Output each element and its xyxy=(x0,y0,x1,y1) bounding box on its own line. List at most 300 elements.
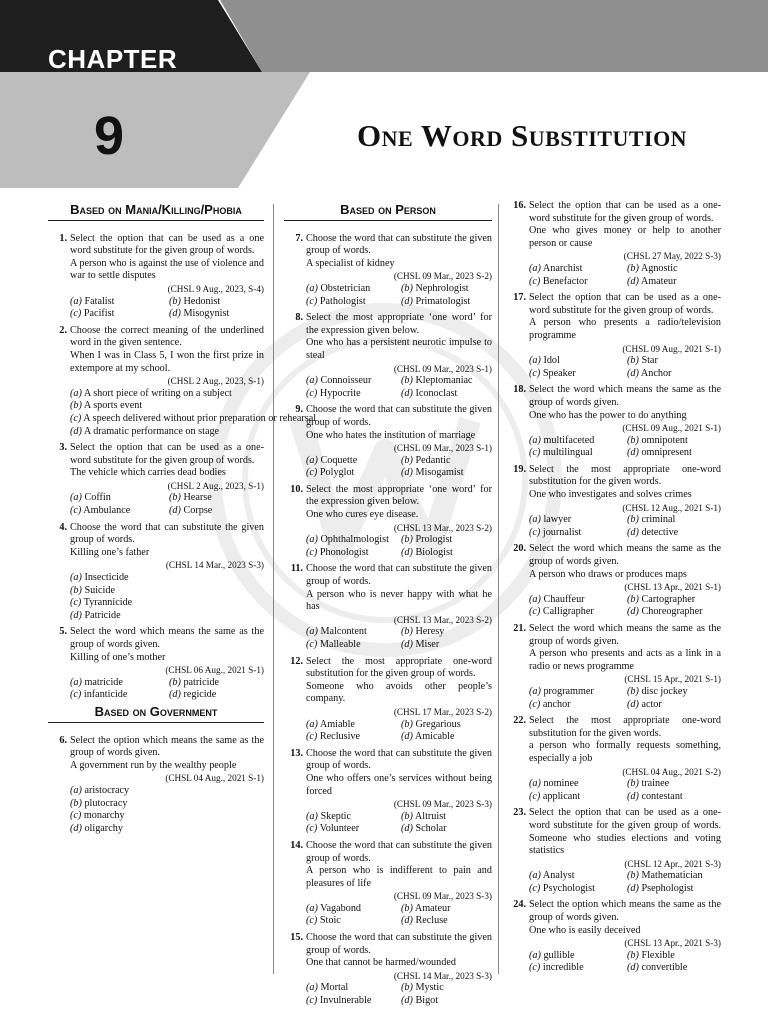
option-list xyxy=(306,982,492,1007)
question-number: 15. xyxy=(290,932,303,944)
answer-option xyxy=(627,263,721,276)
option-letter: (c) xyxy=(306,467,318,479)
option-text: Recluse xyxy=(415,915,448,927)
option-list xyxy=(306,534,492,559)
option-letter: (a) xyxy=(70,492,82,504)
answer-option xyxy=(306,903,397,916)
answer-option xyxy=(627,355,721,368)
option-text: Mathematician xyxy=(641,870,703,882)
column-middle xyxy=(284,200,492,1012)
option-letter: (a) xyxy=(306,282,318,294)
answer-option xyxy=(401,296,492,309)
option-letter: (d) xyxy=(401,915,413,927)
question-text: A person who draws or produces maps xyxy=(529,568,687,580)
option-letter: (a) xyxy=(70,572,82,584)
option-text: Skeptic xyxy=(320,810,351,822)
answer-option xyxy=(529,686,623,699)
answer-option xyxy=(70,505,165,518)
question-number: 10. xyxy=(290,483,303,495)
option-letter: (c) xyxy=(70,505,82,517)
answer-option xyxy=(529,699,623,712)
answer-option xyxy=(306,982,397,995)
answer-option xyxy=(529,355,623,368)
question-text: One that cannot be harmed/wounded xyxy=(306,957,456,969)
option-list xyxy=(70,387,317,438)
answer-option xyxy=(169,689,264,702)
option-text: Vagabond xyxy=(320,902,362,914)
option-text: Altruist xyxy=(414,810,447,822)
question-item xyxy=(507,807,721,895)
question-text: Select the word which means the same as the group of words given. xyxy=(529,623,721,647)
option-text: Volunteer xyxy=(319,823,360,835)
option-letter: (c) xyxy=(306,295,318,307)
option-letter: (a) xyxy=(70,387,82,399)
option-text: Hearse xyxy=(183,492,212,504)
option-text: Bigot xyxy=(415,995,439,1007)
answer-option xyxy=(529,447,623,460)
question-item xyxy=(284,932,492,1008)
option-letter: (a) xyxy=(70,295,82,307)
option-letter: (c) xyxy=(306,823,318,835)
answer-option xyxy=(401,375,492,388)
option-letter: (b) xyxy=(627,870,639,882)
answer-option xyxy=(306,467,397,480)
answer-option xyxy=(627,870,721,883)
question-text: A person who is indifferent to pain and pleasures of life xyxy=(306,865,492,889)
question-text: One who has the power to do anything xyxy=(529,409,687,421)
question-text: Someone who avoids other people’s company. xyxy=(306,680,492,705)
option-text: Star xyxy=(641,355,658,367)
option-text: Malcontent xyxy=(320,626,367,638)
option-list xyxy=(529,355,721,380)
option-list xyxy=(306,626,492,651)
option-letter: (a) xyxy=(529,355,541,367)
option-list xyxy=(306,283,492,308)
option-text: Insecticide xyxy=(84,572,129,584)
answer-option xyxy=(306,388,397,401)
option-text: Coffin xyxy=(84,492,111,504)
option-letter: (a) xyxy=(306,902,318,914)
question-number: 9. xyxy=(295,404,303,416)
option-text: Pedantic xyxy=(415,454,451,466)
answer-option xyxy=(70,296,165,309)
question-text: A person who is never happy with what he has xyxy=(306,588,492,613)
answer-option xyxy=(401,639,492,652)
option-text: programmer xyxy=(543,685,594,697)
question-item xyxy=(48,233,264,321)
question-item xyxy=(48,522,264,623)
option-letter: (c) xyxy=(70,689,82,701)
option-letter: (d) xyxy=(401,467,413,479)
answer-option xyxy=(627,276,721,289)
option-letter: (c) xyxy=(529,882,541,894)
question-text: The vehicle which carries dead bodies xyxy=(70,467,226,479)
option-list xyxy=(306,719,492,744)
question-text: One who investigates and solves crimes xyxy=(529,489,692,501)
question-item xyxy=(284,840,492,928)
answer-option xyxy=(627,606,721,619)
question-text: Choose the word that can substitute the given group of words. xyxy=(70,521,264,546)
answer-option xyxy=(169,308,264,321)
option-letter: (b) xyxy=(401,902,413,914)
option-letter: (c) xyxy=(306,546,318,558)
question-text: A person who is against the use of violence and war to settle disputes xyxy=(70,257,264,282)
option-letter: (c) xyxy=(306,639,318,650)
option-letter: (d) xyxy=(169,308,181,320)
answer-option xyxy=(529,594,623,607)
answer-option xyxy=(70,492,165,505)
question-text: Select the most appropriate one-word substitution for the given words. xyxy=(529,463,721,488)
option-letter: (c) xyxy=(70,810,82,822)
question-text: Choose the correct meaning of the underlined word in the given sentence. xyxy=(70,324,264,349)
option-text: lawyer xyxy=(543,514,572,526)
answer-option xyxy=(627,368,721,381)
option-letter: (d) xyxy=(70,609,82,621)
option-text: Anarchist xyxy=(542,262,583,274)
option-letter: (c) xyxy=(306,915,318,927)
question-text: One who is easily deceived xyxy=(529,924,641,936)
option-list xyxy=(529,870,721,895)
option-letter: (d) xyxy=(401,731,413,743)
answer-option xyxy=(401,995,492,1008)
answer-option xyxy=(529,962,623,975)
option-text: multifaceted xyxy=(543,434,595,446)
answer-option xyxy=(70,400,316,413)
question-text: Select the most appropriate ‘one word’ for the expression given below. xyxy=(306,483,492,508)
option-text: Corpse xyxy=(183,505,213,517)
answer-option xyxy=(401,283,492,296)
question-item xyxy=(507,292,721,380)
option-letter: (a) xyxy=(529,778,541,790)
answer-option xyxy=(401,388,492,401)
option-text: matricide xyxy=(84,676,123,688)
question-text: Select the most appropriate one-word substitution for the given words. xyxy=(529,715,721,739)
option-text: Amiable xyxy=(319,718,355,730)
question-item xyxy=(507,715,721,803)
answer-option xyxy=(70,426,316,439)
question-item xyxy=(48,626,264,702)
answer-option xyxy=(306,296,397,309)
option-text: aristocracy xyxy=(84,784,130,796)
option-letter: (b) xyxy=(627,593,639,605)
answer-option xyxy=(306,626,397,639)
option-list xyxy=(529,263,721,288)
option-letter: (b) xyxy=(401,454,413,466)
question-text: One who has a persistent neurotic impulse to steal xyxy=(306,337,492,361)
option-list xyxy=(529,435,721,460)
option-letter: (d) xyxy=(70,425,82,437)
option-letter: (c) xyxy=(529,962,541,974)
option-text: Chauffeur xyxy=(543,593,585,605)
option-list xyxy=(529,778,721,803)
answer-option xyxy=(169,505,264,518)
option-text: Ophthalmologist xyxy=(320,534,389,546)
answer-option xyxy=(70,388,316,401)
option-letter: (a) xyxy=(306,626,318,638)
chapter-label: CHAPTER xyxy=(48,44,178,74)
option-list xyxy=(529,514,721,539)
question-text: Select the most appropriate one-word substitution for the given group of words. xyxy=(306,655,492,680)
question-number: 21. xyxy=(513,623,526,634)
option-text: Ambulance xyxy=(83,505,131,517)
option-text: Hedonist xyxy=(183,295,221,307)
option-list xyxy=(70,296,264,321)
option-text: Coquette xyxy=(320,454,358,466)
option-text: detective xyxy=(641,526,679,538)
answer-option xyxy=(306,719,397,732)
column-divider xyxy=(273,204,274,974)
option-letter: (b) xyxy=(401,282,413,294)
option-letter: (d) xyxy=(401,546,413,558)
question-source: (CHSL 04 Aug., 2021 S-1) xyxy=(165,773,264,784)
option-letter: (c) xyxy=(529,367,541,379)
question-text: Choose the word that can substitute the given group of words. xyxy=(306,232,492,257)
answer-option xyxy=(70,413,316,426)
option-text: Nephrologist xyxy=(415,282,469,294)
option-letter: (b) xyxy=(627,514,639,526)
answer-option xyxy=(70,610,264,623)
question-number: 23. xyxy=(513,807,526,819)
question-item xyxy=(48,442,264,518)
question-number: 20. xyxy=(513,543,526,555)
option-letter: (b) xyxy=(627,434,639,446)
option-list xyxy=(306,375,492,400)
option-text: monarchy xyxy=(83,810,125,822)
option-letter: (c) xyxy=(70,412,82,424)
option-text: Speaker xyxy=(542,367,576,379)
option-text: anchor xyxy=(542,698,571,710)
question-text: Select the word which means the same as the group of words given. xyxy=(70,626,264,650)
question-text: Select the option that can be used as a one-word substitute for the given group of words. xyxy=(529,292,721,316)
option-letter: (d) xyxy=(70,822,82,834)
question-text: Choose the word that can substitute the given group of words. xyxy=(306,839,492,864)
answer-option xyxy=(529,263,623,276)
option-text: Pathologist xyxy=(319,295,366,307)
option-letter: (b) xyxy=(169,295,181,307)
option-text: Benefactor xyxy=(542,275,588,287)
question-source: (CHSL 14 Mar., 2023 S-3) xyxy=(393,970,492,981)
answer-option xyxy=(627,962,721,975)
answer-option xyxy=(627,514,721,527)
section-heading: Based on Mania/Killing/Phobia xyxy=(48,204,264,221)
option-text: Psephologist xyxy=(641,882,694,894)
option-letter: (a) xyxy=(306,982,318,994)
option-text: Heresy xyxy=(415,626,445,638)
question-item xyxy=(48,324,317,438)
question-text: Killing of one’s mother xyxy=(70,651,166,663)
option-text: Gregarious xyxy=(415,718,461,730)
question-source: (CHSL 13 Apr., 2021 S-3) xyxy=(624,938,721,949)
answer-option xyxy=(306,534,397,547)
question-text: Select the option that can be used as a one word substitute for the given group of words. xyxy=(70,232,264,257)
option-text: Choreographer xyxy=(641,606,703,618)
answer-option xyxy=(306,995,397,1008)
option-letter: (b) xyxy=(401,810,413,822)
option-letter: (b) xyxy=(627,262,639,274)
option-letter: (d) xyxy=(169,505,181,517)
question-number: 5. xyxy=(59,626,67,638)
answer-option xyxy=(306,375,397,388)
option-text: criminal xyxy=(641,514,676,526)
answer-option xyxy=(70,572,264,585)
option-letter: (b) xyxy=(70,400,82,412)
option-text: Phonologist xyxy=(319,546,369,558)
answer-option xyxy=(401,915,492,928)
option-text: incredible xyxy=(542,962,584,974)
option-letter: (a) xyxy=(70,784,82,796)
answer-option xyxy=(529,514,623,527)
option-text: gullible xyxy=(543,949,575,961)
option-letter: (d) xyxy=(627,367,639,379)
question-text: Select the option which means the same as the group of words given. xyxy=(529,899,721,924)
answer-option xyxy=(529,435,623,448)
answer-option xyxy=(401,823,492,836)
question-text: A person who presents a radio/television programme xyxy=(529,317,721,341)
option-text: Obstetrician xyxy=(320,282,371,294)
question-source: (CHSL 13 Mar., 2023 S-2) xyxy=(393,614,492,625)
option-letter: (b) xyxy=(401,375,413,387)
option-text: Fatalist xyxy=(84,295,115,307)
answer-option xyxy=(401,903,492,916)
question-source: (CHSL 09 Mar., 2023 S-3) xyxy=(393,799,492,810)
answer-option xyxy=(70,677,165,690)
question-text: Select the word which means the same as the group of words given. xyxy=(529,384,721,408)
option-text: Amateur xyxy=(640,275,677,287)
option-list xyxy=(70,572,264,622)
option-text: trainee xyxy=(641,778,670,790)
question-source: (CHSL 13 Apr., 2021 S-1) xyxy=(624,582,721,593)
option-text: Primatologist xyxy=(415,295,471,307)
option-letter: (c) xyxy=(529,698,541,710)
question-source: (CHSL 27 May, 2022 S-3) xyxy=(623,251,721,262)
question-text: Select the option that can be used as a one-word substitute for the given group of words. xyxy=(529,200,721,224)
option-letter: (a) xyxy=(529,593,541,605)
option-text: Miser xyxy=(415,639,440,650)
section-heading: Based on Government xyxy=(48,706,264,723)
option-letter: (d) xyxy=(627,790,639,802)
answer-option xyxy=(70,810,264,823)
option-text: Tyrannicide xyxy=(83,597,133,609)
question-number: 8. xyxy=(295,312,303,324)
option-list xyxy=(306,811,492,836)
answer-option xyxy=(627,435,721,448)
option-list xyxy=(70,492,264,517)
answer-option xyxy=(401,719,492,732)
option-letter: (d) xyxy=(627,275,639,287)
option-text: Reclusive xyxy=(319,731,361,743)
option-text: Pacifist xyxy=(83,308,115,320)
answer-option xyxy=(529,606,623,619)
question-source: (CHSL 09 Mar., 2023 S-3) xyxy=(393,891,492,902)
answer-option xyxy=(70,785,264,798)
option-list xyxy=(529,950,721,975)
option-letter: (c) xyxy=(529,447,541,459)
option-letter: (a) xyxy=(306,375,318,387)
answer-option xyxy=(401,626,492,639)
option-letter: (d) xyxy=(401,823,413,835)
option-list xyxy=(306,903,492,928)
question-item xyxy=(284,312,492,400)
answer-option xyxy=(306,639,397,652)
option-text: Mortal xyxy=(320,982,349,994)
option-letter: (b) xyxy=(401,534,413,546)
question-source: (CHSL 9 Aug., 2023, S-4) xyxy=(167,283,264,294)
option-text: A short piece of writing on a subject xyxy=(83,387,232,399)
question-text: Choose the word that can substitute the given group of words. xyxy=(306,747,492,772)
option-letter: (b) xyxy=(169,676,181,688)
option-text: convertible xyxy=(641,962,688,974)
question-item xyxy=(48,735,264,836)
question-source: (CHSL 12 Aug., 2021 S-1) xyxy=(622,502,721,513)
option-letter: (c) xyxy=(306,731,318,743)
question-text: One who hates the institution of marriage xyxy=(306,429,476,441)
answer-option xyxy=(529,870,623,883)
question-item xyxy=(284,748,492,836)
option-text: multilingual xyxy=(542,447,593,459)
answer-option xyxy=(401,534,492,547)
question-item xyxy=(507,543,721,619)
answer-option xyxy=(306,283,397,296)
option-text: actor xyxy=(641,698,662,710)
answer-option xyxy=(70,597,264,610)
question-text: Select the most appropriate ‘one word’ for the expression given below. xyxy=(306,312,492,336)
answer-option xyxy=(627,447,721,460)
question-number: 2. xyxy=(59,324,67,336)
option-text: Psychologist xyxy=(542,882,595,894)
answer-option xyxy=(169,677,264,690)
answer-option xyxy=(627,791,721,804)
answer-option xyxy=(70,585,264,598)
banner-gray-band xyxy=(220,0,768,72)
option-text: A dramatic performance on stage xyxy=(83,425,220,437)
option-text: Prologist xyxy=(415,534,453,546)
chapter-title: One Word Substitution xyxy=(357,118,688,153)
answer-option xyxy=(627,594,721,607)
option-letter: (d) xyxy=(401,387,413,399)
question-item xyxy=(284,563,492,651)
question-number: 4. xyxy=(59,521,67,533)
option-text: Patricide xyxy=(84,609,121,621)
question-item xyxy=(507,899,721,975)
question-source: (CHSL 2 Aug., 2023, S-1) xyxy=(167,376,264,387)
option-letter: (c) xyxy=(306,387,318,399)
option-text: Agnostic xyxy=(640,262,678,274)
question-source: (CHSL 09 Aug., 2021 S-1) xyxy=(622,423,721,434)
option-text: patricide xyxy=(183,676,220,688)
question-text: One who offers one’s services without being forced xyxy=(306,772,492,797)
option-letter: (a) xyxy=(529,514,541,526)
question-item xyxy=(507,464,721,540)
option-letter: (d) xyxy=(627,882,639,894)
question-text: Choose the word that can substitute the given group of words. xyxy=(306,932,492,956)
option-text: applicant xyxy=(542,790,581,802)
option-list xyxy=(306,455,492,480)
question-item xyxy=(284,656,492,744)
option-letter: (a) xyxy=(529,685,541,697)
answer-option xyxy=(627,699,721,712)
option-letter: (d) xyxy=(627,962,639,974)
option-list xyxy=(70,677,264,702)
question-text: Choose the word that can substitute the given group of words. xyxy=(306,563,492,588)
option-text: Invulnerable xyxy=(319,995,372,1007)
option-letter: (b) xyxy=(401,718,413,730)
question-number: 18. xyxy=(513,384,526,396)
option-text: A speech delivered without prior preparation or rehearsal xyxy=(83,412,317,424)
answer-option xyxy=(529,791,623,804)
question-text: Select the option that can be used as a one-word substitute for the given group of words. xyxy=(70,442,264,466)
question-number: 17. xyxy=(513,292,526,304)
option-letter: (a) xyxy=(529,870,541,882)
